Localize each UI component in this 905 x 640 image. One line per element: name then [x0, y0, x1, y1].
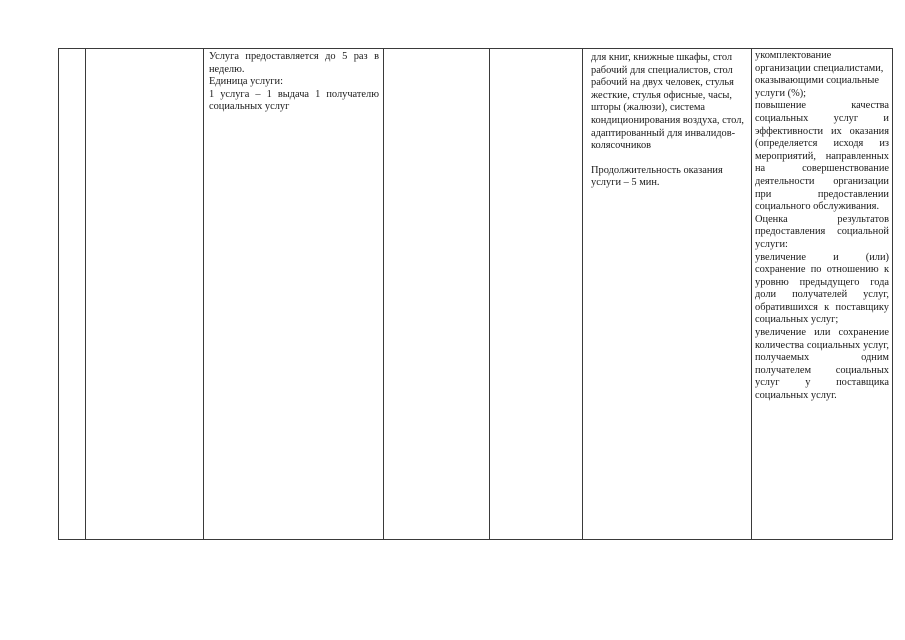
unit-label: Единица услуги: — [209, 76, 283, 88]
service-standard-table — [58, 48, 893, 540]
table-cell-service-name — [86, 49, 204, 540]
table-cell-number — [59, 49, 86, 540]
table-cell-deadline — [384, 49, 490, 540]
table-cell-quality-indicators — [752, 49, 893, 540]
evaluation-label: Оценка результатов предоставления социальной услуги: — [755, 213, 889, 250]
duration-text: Продолжительность оказания услуги – 5 мин. — [591, 164, 723, 189]
increase-count-text: увеличение или сохранение количества социальных услуг, получаемых одним получателем социальных услуг у поставщика социальных услуг. — [755, 327, 889, 402]
paragraph-gap — [591, 153, 747, 165]
table-cell-cost — [490, 49, 583, 540]
table-row — [59, 49, 893, 540]
frequency-text: Услуга предоставляется до 5 раз в неделю. — [209, 51, 379, 75]
table-cell-conditions — [583, 49, 752, 540]
equipment-text: для книг, книжные шкафы, стол рабочий для специалистов, стол рабочий на двух человек, стулья жесткие, стулья офисные, часы, шторы (жалюзи), система кондиционирования воздуха, стол, адаптированный для инвалидов-колясочников — [591, 52, 744, 152]
increase-share-text: увеличение и (или) сохранение по отношению к уровню предыдущего года доли получателей услуг, обратившихся к поставщику социальных услуг; — [755, 251, 889, 326]
table-cell-description — [204, 49, 384, 540]
unit-text: 1 услуга – 1 выдача 1 получателю социальных услуг — [209, 88, 379, 113]
staffing-text: укомплектование организации специалистами, оказывающими социальные услуги (%); — [755, 50, 884, 99]
quality-text: повышение качества социальных услуг и эффективности их оказания (определяется исходя из мероприятий, направленных на совершенствование деятельности организации при предоставлении социального обслуживания. — [755, 100, 889, 213]
